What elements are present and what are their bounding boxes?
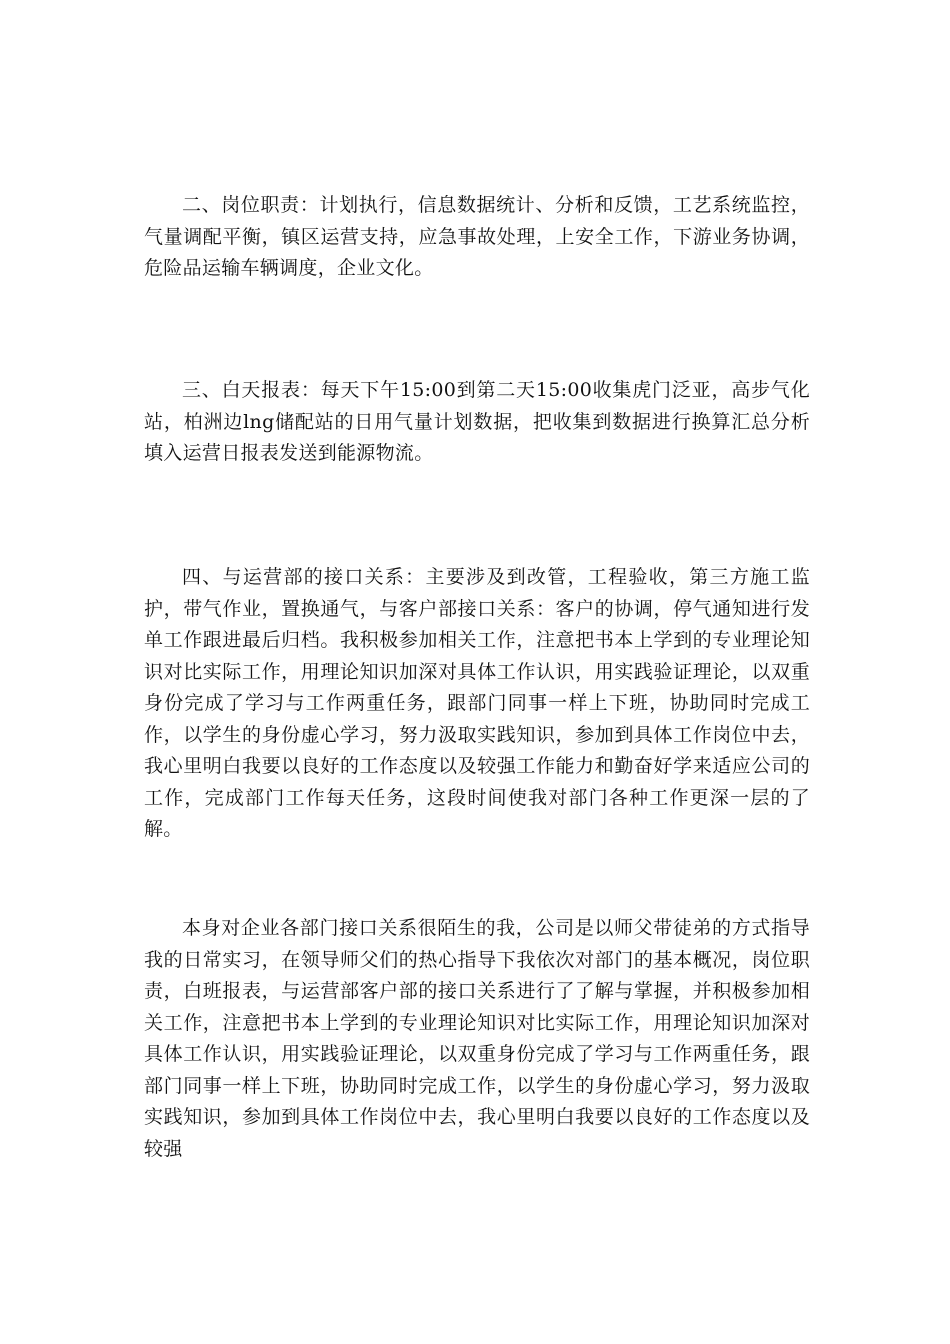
paragraph-summary: 本身对企业各部门接口关系很陌生的我，公司是以师父带徒弟的方式指导我的日常实习，在领导师父们的热心指导下我依次对部门的基本概况，岗位职责，白班报表，与运营部客户部的接口关系进行了了解与掌握，并积极参加相关工作，注意把书本上学到的专业理论知识对比实际工作，用理论知识加深对具体工作认识，用实践验证理论，以双重身份完成了学习与工作两重任务，跟部门同事一样上下班，协助同时完成工作，以学生的身份虚心学习，努力汲取实践知识，参加到具体工作岗位中去，我心里明白我要以良好的工作态度以及较强: [144, 917, 810, 1160]
paragraph-daytime-report: 三、白天报表：每天下午15:00到第二天15:00收集虎门泛亚，高步气化站，柏洲边lng储配站的日用气量计划数据，把收集到数据进行换算汇总分析填入运营日报表发送到能源物流。: [144, 379, 810, 464]
paragraph-operations-interface: 四、与运营部的接口关系：主要涉及到改管，工程验收，第三方施工监护，带气作业，置换通气，与客户部接口关系：客户的协调，停气通知进行发单工作跟进最后归档。我积极参加相关工作，注意把书本上学到的专业理论知识对比实际工作，用理论知识加深对具体工作认识，用实践验证理论，以双重身份完成了学习与工作两重任务，跟部门同事一样上下班，协助同时完成工作，以学生的身份虚心学习，努力汲取实践知识，参加到具体工作岗位中去，我心里明白我要以良好的工作态度以及较强工作能力和勤奋好学来适应公司的工作，完成部门工作每天任务，这段时间使我对部门各种工作更深一层的了解。: [144, 566, 810, 840]
paragraph-job-duties: 二、岗位职责：计划执行，信息数据统计、分析和反馈，工艺系统监控，气量调配平衡，镇区运营支持，应急事故处理，上安全工作，下游业务协调，危险品运输车辆调度，企业文化。: [144, 194, 810, 279]
